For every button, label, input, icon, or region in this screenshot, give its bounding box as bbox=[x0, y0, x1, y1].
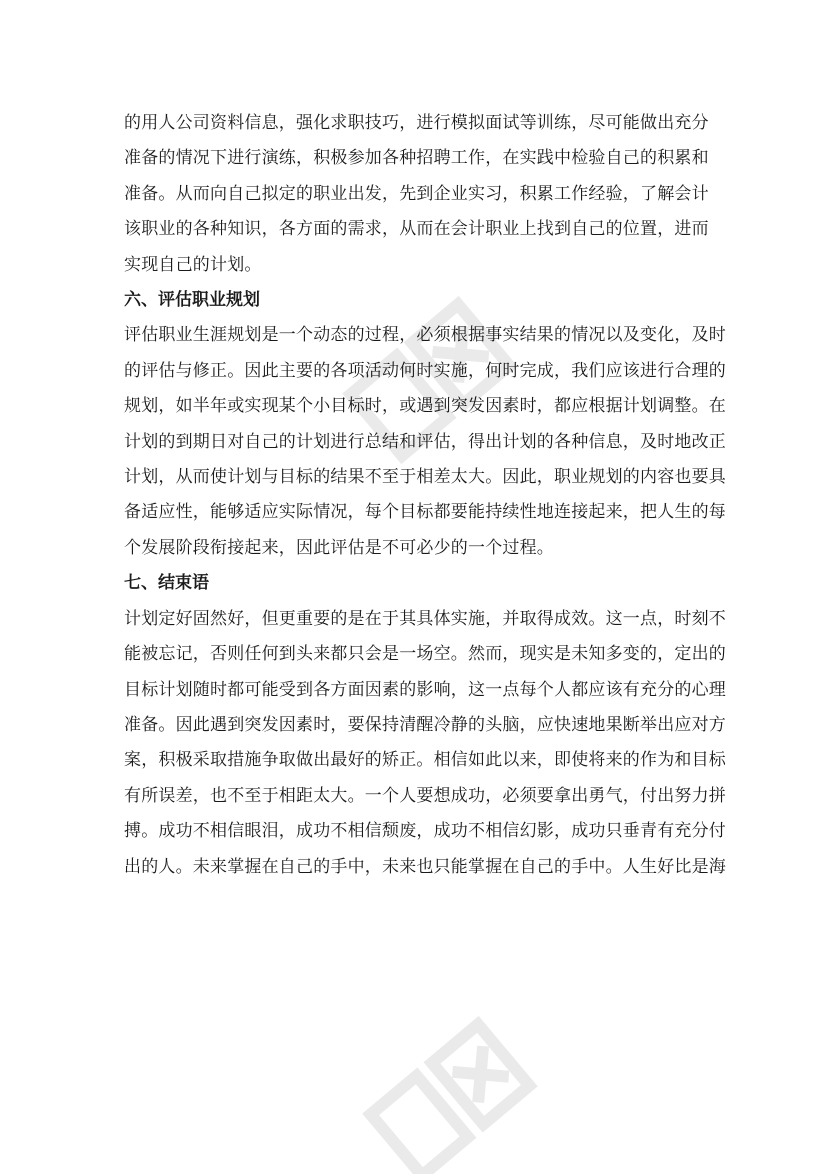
text-line: 能被忘记，否则任何到头来都只会是一场空。然而，现实是未知多变的，定出的 bbox=[124, 644, 726, 665]
text-line: 准备的情况下进行演练，积极参加各种招聘工作，在实践中检验自己的积累和 bbox=[124, 148, 709, 169]
text-line: 评估职业生涯规划是一个动态的过程，必须根据事实结果的情况以及变化，及时 bbox=[124, 325, 726, 346]
text-line: 搏。成功不相信眼泪，成功不相信颓废，成功不相信幻影，成功只垂青有充分付 bbox=[124, 821, 726, 842]
text-line: 计划定好固然好，但更重要的是在于其具体实施，并取得成效。这一点，时刻不 bbox=[124, 608, 726, 629]
section-conclusion-paragraph bbox=[124, 602, 726, 885]
text-line: 的评估与修正。因此主要的各项活动何时实施，何时完成，我们应该进行合理的 bbox=[124, 360, 726, 381]
text-line: 备适应性，能够适应实际情况，每个目标都要能持续性地连接起来，把人生的每 bbox=[124, 502, 726, 523]
text-line: 有所误差，也不至于相距太大。一个人要想成功，必须要拿出勇气，付出努力拼 bbox=[124, 785, 726, 806]
text-line: 准备。从而向自己拟定的职业出发，先到企业实习，积累工作经验，了解会计 bbox=[124, 183, 709, 204]
text-line: 目标计划随时都可能受到各方面因素的影响，这一点每个人都应该有充分的心理 bbox=[124, 679, 726, 700]
section-heading-conclusion: 七、结束语 bbox=[124, 573, 209, 594]
watermark-mark-lower bbox=[350, 1010, 550, 1174]
intro-paragraph bbox=[124, 106, 714, 283]
text-line: 准备。因此遇到突发因素时，要保持清醒冷静的头脑，应快速地果断举出应对方 bbox=[124, 714, 726, 735]
text-line: 的用人公司资料信息，强化求职技巧，进行模拟面试等训练，尽可能做出充分 bbox=[124, 113, 709, 133]
section-heading-evaluate: 六、评估职业规划 bbox=[124, 290, 260, 311]
text-line: 出的人。未来掌握在自己的手中，未来也只能掌握在自己的手中。人生好比是海 bbox=[124, 856, 726, 877]
text-line: 计划，从而使计划与目标的结果不至于相差太大。因此，职业规划的内容也要具 bbox=[124, 467, 726, 488]
text-line: 规划，如半年或实现某个小目标时，或遇到突发因素时，都应根据计划调整。在 bbox=[124, 396, 726, 417]
text-line: 案，积极采取措施争取做出最好的矫正。相信如此以来，即使将来的作为和目标 bbox=[124, 750, 726, 771]
section-evaluate-paragraph bbox=[124, 318, 726, 566]
text-line: 个发展阶段衔接起来，因此评估是不可必少的一个过程。 bbox=[124, 537, 554, 558]
text-line: 该职业的各种知识，各方面的需求，从而在会计职业上找到自己的位置，进而 bbox=[124, 219, 709, 240]
text-line: 实现自己的计划。 bbox=[124, 254, 262, 275]
text-line: 计划的到期日对自己的计划进行总结和评估，得出计划的各种信息，及时地改正 bbox=[124, 431, 726, 452]
document-body bbox=[124, 106, 726, 885]
